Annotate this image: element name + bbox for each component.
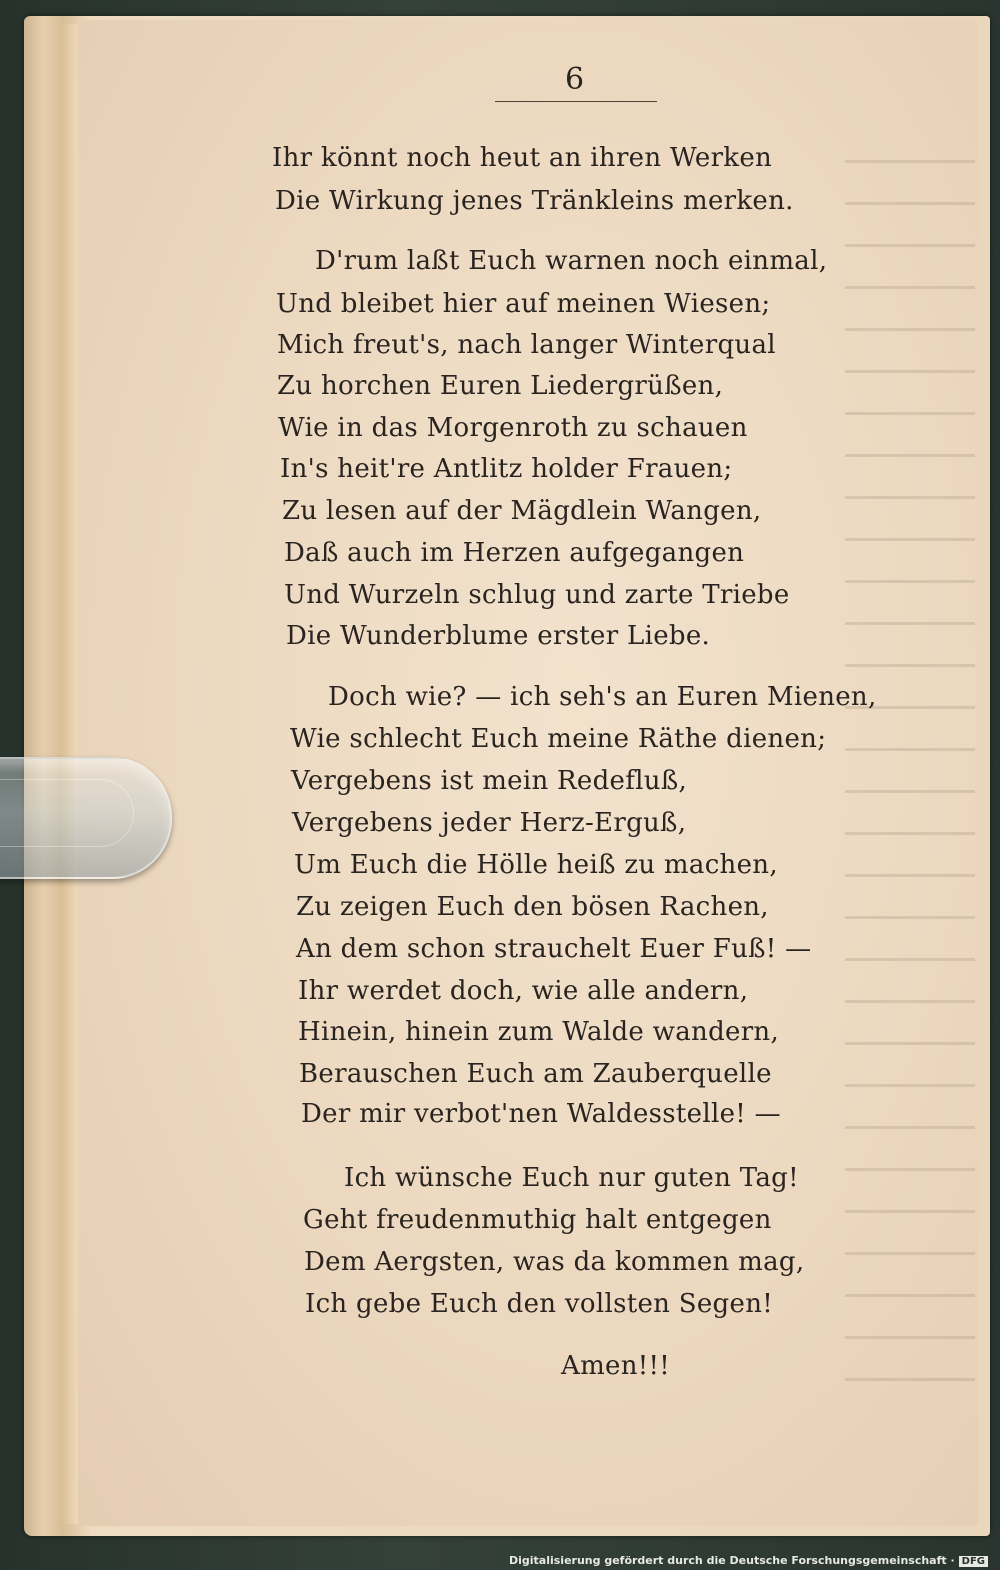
clip-highlight [0,779,134,847]
poem-line: D'rum laßt Euch warnen noch einmal, [315,246,828,276]
poem-line: Ihr werdet doch, wie alle andern, [298,976,749,1006]
poem-line: Hinein, hinein zum Walde wandern, [298,1017,780,1047]
poem-line: In's heit're Antlitz holder Frauen; [280,454,733,484]
poem-line: Der mir verbot'nen Waldesstelle! — [301,1099,781,1129]
poem-line: Mich freut's, nach langer Winterqual [277,330,776,360]
poem-line: Wie schlecht Euch meine Räthe dienen; [290,724,827,754]
poem-line: Ich gebe Euch den vollsten Segen! [305,1289,773,1319]
poem-line: Vergebens ist mein Redefluß, [291,766,688,796]
poem-line: Wie in das Morgenroth zu schauen [278,413,748,443]
poem-line: Geht freudenmuthig halt entgegen [303,1205,772,1235]
poem-line: Die Wunderblume erster Liebe. [286,621,711,651]
glass-page-clip [0,757,172,879]
poem-line: Zu zeigen Euch den bösen Rachen, [296,892,769,922]
poem-line: Und Wurzeln schlug und zarte Triebe [284,580,790,610]
dfg-logo: DFG [959,1556,988,1567]
poem-line: An dem schon strauchelt Euer Fuß! — [296,934,812,964]
poem-line: Um Euch die Hölle heiß zu machen, [294,850,778,880]
poem-line: Zu lesen auf der Mägdlein Wangen, [282,496,762,526]
poem-line: Doch wie? — ich seh's an Euren Mienen, [328,682,877,712]
poem-line: Die Wirkung jenes Tränkleins merken. [275,186,794,216]
closing-line: Amen!!! [561,1351,671,1381]
poem-line: Berauschen Euch am Zauberquelle [299,1059,772,1089]
page-number: 6 [564,62,586,97]
poem-line: Ich wünsche Euch nur guten Tag! [344,1163,799,1193]
poem-line: Und bleibet hier auf meinen Wiesen; [276,289,771,319]
poem-line: Vergebens jeder Herz-Erguß, [292,808,687,838]
poem-line: Dem Aergsten, was da kommen mag, [304,1247,805,1277]
poem-line: Daß auch im Herzen aufgegangen [284,538,745,568]
digitization-credit [509,1554,988,1567]
poem-line: Ihr könnt noch heut an ihren Werken [272,143,773,173]
poem-line: Zu horchen Euren Liedergrüßen, [277,371,724,401]
credit-text: Digitalisierung gefördert durch die Deutsche Forschungsgemeinschaft · [508,1554,955,1567]
